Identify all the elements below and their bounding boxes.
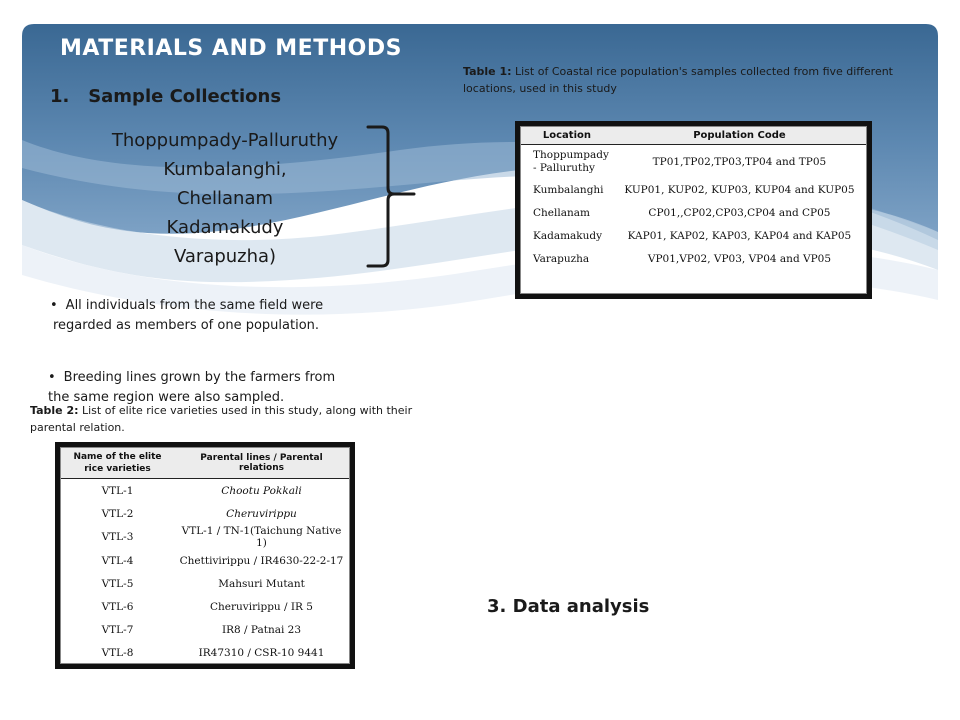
table1-caption-label: Table 1: <box>463 65 512 78</box>
table-cell: Cheruvirippu <box>226 507 297 520</box>
table-cell: Mahsuri Mutant <box>218 577 305 590</box>
table2-caption-text: List of elite rice varieties used in this study, along with their parental relation. <box>30 404 413 434</box>
location-item: Chellanam <box>176 188 274 209</box>
bullet-point <box>50 296 323 336</box>
location-item: Kadamakudy <box>166 217 284 238</box>
table-row <box>521 202 866 225</box>
table2-panel <box>60 447 350 664</box>
table-cell: Kumbalanghi <box>533 184 604 196</box>
table-cell: IR47310 / CSR-10 9441 <box>198 646 325 659</box>
bullet-text: regarded as members of one population. <box>53 318 320 333</box>
table-row <box>61 479 349 503</box>
table-row <box>61 525 349 549</box>
table-row <box>61 618 349 641</box>
right-bracket-icon <box>362 124 422 270</box>
table-cell: KAP01, KAP02, KAP03, KAP04 and KAP05 <box>627 230 852 242</box>
location-item: Varapuzha) <box>173 246 277 267</box>
table-cell: IR8 / Patnai 23 <box>221 623 302 636</box>
table-header-row <box>521 127 866 145</box>
table-cell: VTL-1 / TN-1(Taichung Native 1) <box>181 525 342 549</box>
table-header-cell: Parental lines / Parental relations <box>174 448 349 479</box>
table-cell: VTL-5 <box>101 577 134 590</box>
section-heading-text: Sample Collections <box>88 86 282 107</box>
table-cell: CP01,,CP02,CP03,CP04 and CP05 <box>648 207 831 219</box>
table-cell: Chellanam <box>533 207 590 219</box>
table-cell: VTL-6 <box>101 600 134 613</box>
bullet-text: Breeding lines grown by the farmers from <box>63 370 336 385</box>
table1 <box>521 127 866 271</box>
bullet-text: the same region were also sampled. <box>48 390 285 405</box>
table-row <box>61 549 349 572</box>
table-cell: Kadamakudy <box>533 230 603 242</box>
table-row <box>61 572 349 595</box>
location-item: Thoppumpady-Palluruthy <box>111 130 339 151</box>
table2-frame <box>55 442 355 669</box>
table-cell: Chettivirippu / IR4630-22-2-17 <box>179 554 344 567</box>
table-header-row <box>61 448 349 479</box>
bullet-text: All individuals from the same field were <box>65 298 324 313</box>
table-cell: VTL-2 <box>101 507 134 520</box>
table-row <box>61 502 349 525</box>
table-cell: Thoppumpady - Palluruthy <box>533 148 609 174</box>
table-header-cell: Location <box>521 127 613 145</box>
table-cell: VTL-1 <box>101 484 134 497</box>
table-cell: VTL-3 <box>101 531 134 543</box>
table-cell: VP01,VP02, VP03, VP04 and VP05 <box>647 253 832 265</box>
table-row <box>521 225 866 248</box>
table-cell: TP01,TP02,TP03,TP04 and TP05 <box>652 155 827 168</box>
location-item: Kumbalanghi, <box>163 159 287 180</box>
table-cell: Varapuzha <box>533 253 590 265</box>
table1-panel <box>520 126 867 294</box>
table2 <box>61 448 349 664</box>
bullet-dot-icon: • <box>50 298 58 313</box>
table-row <box>521 179 866 202</box>
section-number: 1. <box>50 86 70 107</box>
table2-caption <box>30 402 440 436</box>
table2-caption-label: Table 2: <box>30 404 79 417</box>
table-cell: Cheruvirippu / IR 5 <box>210 600 313 613</box>
table-header-cell: Population Code <box>613 127 866 145</box>
table-header-cell: Name of the elite rice varieties <box>61 448 174 479</box>
section-heading-sample-collections <box>50 86 281 107</box>
location-list <box>80 126 370 271</box>
table-row <box>521 145 866 179</box>
table1-caption-text: List of Coastal rice population's samples collected from five different locations, used in this study <box>463 65 893 95</box>
slide-title: MATERIALS AND METHODS <box>60 36 402 61</box>
table-cell: VTL-7 <box>101 623 134 636</box>
table1-caption <box>463 63 923 97</box>
bullet-dot-icon: • <box>48 370 56 385</box>
table-row <box>61 641 349 664</box>
table-cell: KUP01, KUP02, KUP03, KUP04 and KUP05 <box>624 184 855 196</box>
table-row <box>521 248 866 271</box>
section-heading-data-analysis: 3. Data analysis <box>487 596 650 617</box>
table-cell: VTL-4 <box>101 554 134 567</box>
table1-frame <box>515 121 872 299</box>
table-row <box>61 595 349 618</box>
table-cell: VTL-8 <box>101 646 134 659</box>
table-cell: Chootu Pokkali <box>221 484 302 497</box>
